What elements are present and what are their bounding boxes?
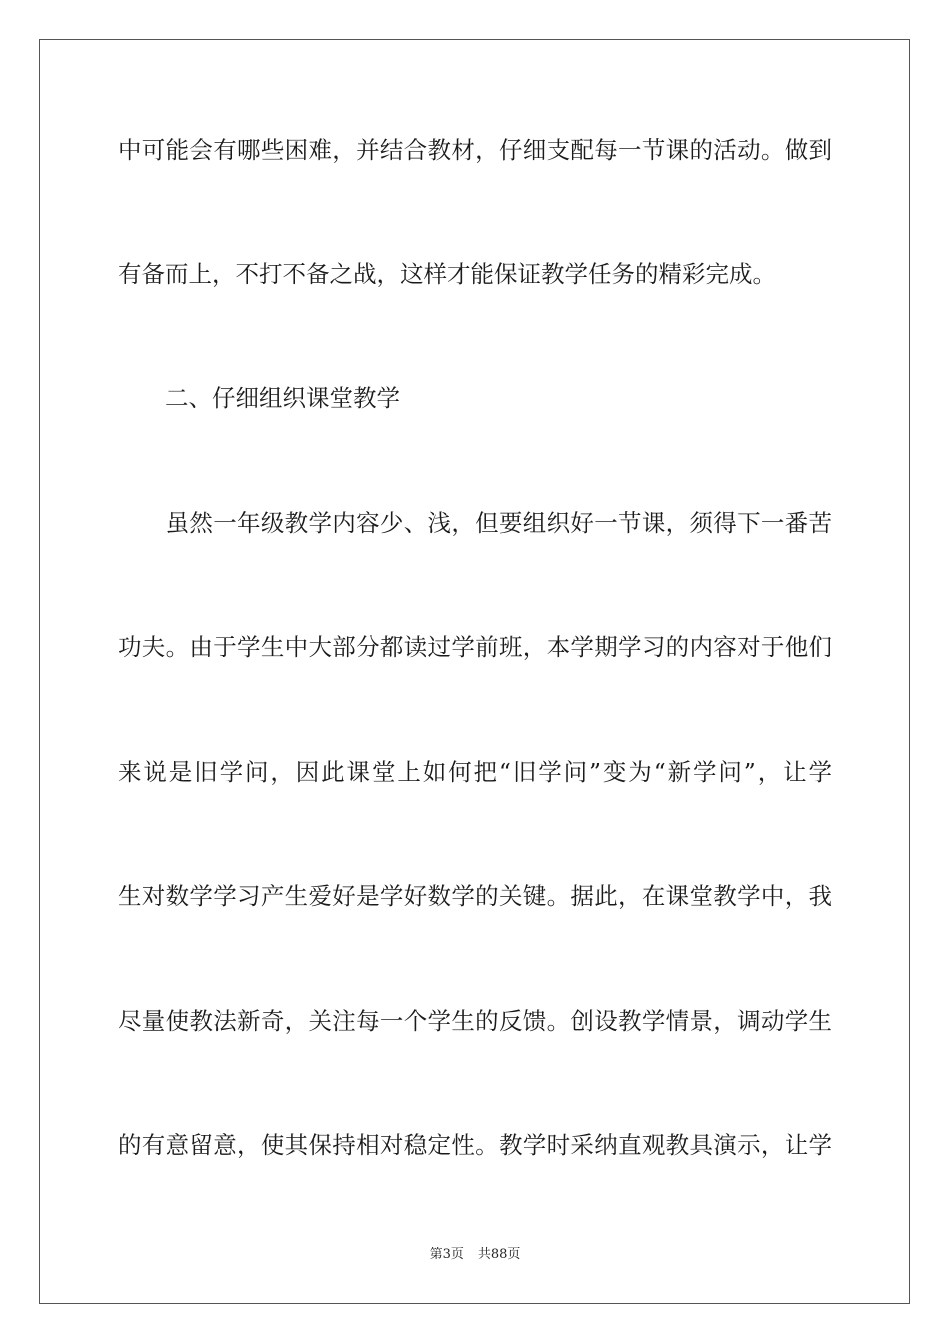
- section-heading: 二、仔细组织课堂教学: [165, 384, 400, 412]
- paragraph-line: 尽量使教法新奇，关注每一个学生的反馈。创设教学情景，调动学生: [118, 1007, 832, 1035]
- page-border: [39, 39, 910, 1304]
- paragraph-line: 来说是旧学问，因此课堂上如何把“旧学问”变为“新学问”，让学: [118, 758, 832, 786]
- paragraph-line: 虽然一年级教学内容少、浅，但要组织好一节课，须得下一番苦: [118, 509, 832, 537]
- paragraph-line: 生对数学学习产生爱好是学好数学的关键。据此，在课堂教学中，我: [118, 882, 832, 910]
- page-number: 第3页: [429, 1247, 464, 1262]
- paragraph-line: 有备而上，不打不备之战，这样才能保证教学任务的精彩完成。: [118, 260, 776, 288]
- paragraph-line: 功夫。由于学生中大部分都读过学前班，本学期学习的内容对于他们: [118, 633, 832, 661]
- page-total: 共88页: [477, 1247, 521, 1262]
- page-footer: [0, 1246, 950, 1264]
- paragraph-line: 的有意留意，使其保持相对稳定性。教学时采纳直观教具演示，让学: [118, 1131, 832, 1159]
- paragraph-line: 中可能会有哪些困难，并结合教材，仔细支配每一节课的活动。做到: [118, 136, 832, 164]
